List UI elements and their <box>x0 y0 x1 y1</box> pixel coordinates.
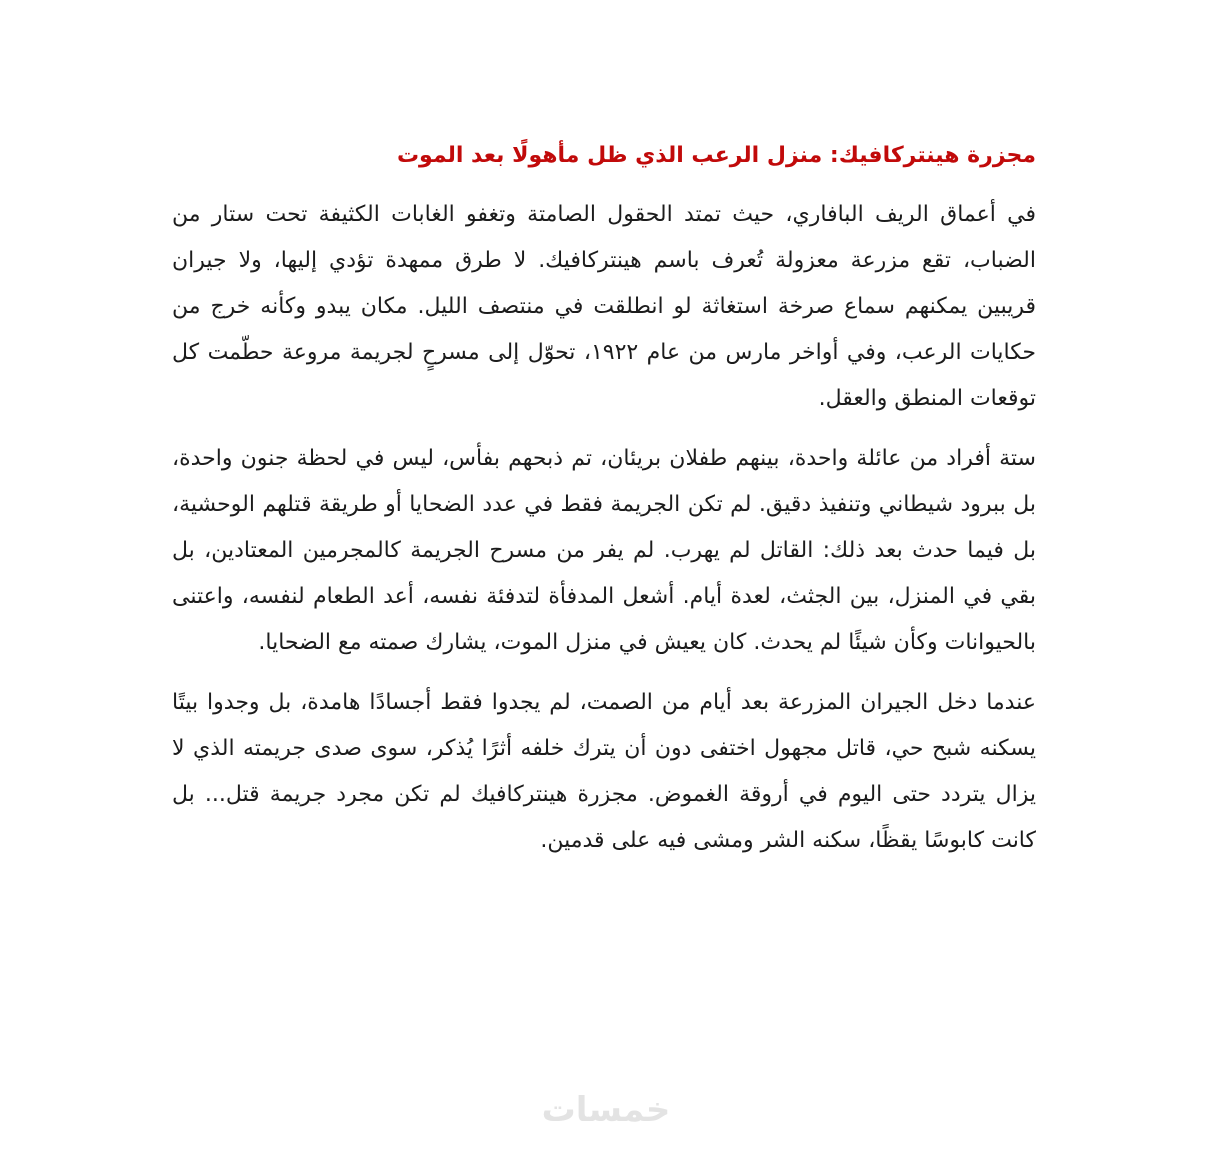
article-paragraph-2: ستة أفراد من عائلة واحدة، بينهم طفلان بريئان، تم ذبحهم بفأس، ليس في لحظة جنون واحدة، بل ببرود شيطاني وتنفيذ دقيق. لم تكن الجريمة فقط في عدد الضحايا أو طريقة قتلهم الوحشية، بل فيما حدث بعد ذلك: القاتل لم يهرب. لم يفر من مسرح الجريمة كالمجرمين المعتادين، بل بقي في المنزل، بين الجثث، لعدة أيام. أشعل المدفأة لتدفئة نفسه، أعد الطعام لنفسه، واعتنى بالحيوانات وكأن شيئًا لم يحدث. كان يعيش في منزل الموت، يشارك صمته مع الضحايا. <box>172 446 1036 655</box>
footer-logo-text: خمسات <box>541 1090 671 1130</box>
article-paragraph-1: في أعماق الريف البافاري، حيث تمتد الحقول الصامتة وتغفو الغابات الكثيفة تحت ستار من الضباب، تقع مزرعة معزولة تُعرف باسم هينتركافيك. لا طرق ممهدة تؤدي إليها، ولا جيران قريبين يمكنهم سماع صرخة استغاثة لو انطلقت في منتصف الليل. مكان يبدو وكأنه خرج من حكايات الرعب، وفي أواخر مارس من عام ١٩٢٢، تحوّل إلى مسرحٍ لجريمة مروعة حطّمت كل توقعات المنطق والعقل. <box>172 202 1036 411</box>
khamsat-logo-icon <box>528 1090 684 1130</box>
article <box>172 136 1036 878</box>
article-paragraph-3: عندما دخل الجيران المزرعة بعد أيام من الصمت، لم يجدوا فقط أجسادًا هامدة، بل وجدوا بيتًا يسكنه شبح حي، قاتل مجهول اختفى دون أن يترك خلفه أثرًا يُذكر، سوى صدى جريمته الذي لا يزال يتردد حتى اليوم في أروقة الغموض. مجزرة هينتركافيك لم تكن مجرد جريمة قتل... بل كانت كابوسًا يقظًا، سكنه الشر ومشى فيه على قدمين. <box>172 690 1036 853</box>
article-title: مجزرة هينتركافيك: منزل الرعب الذي ظل مأهولًا بعد الموت <box>396 143 1036 168</box>
